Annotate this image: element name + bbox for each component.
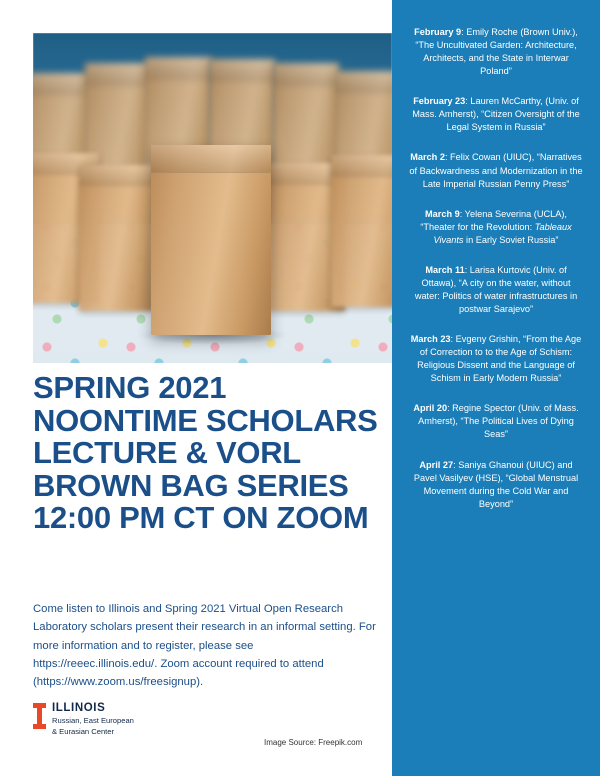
headline-line-4: BROWN BAG SERIES: [33, 467, 349, 503]
schedule-item-details: : Larisa Kurtovic (Univ. of Ottawa), “A city on the water, without water: Politics of water infrastructures in postwar Sarajevo”: [414, 264, 578, 314]
schedule-item-date: March 23: [410, 334, 451, 345]
paper-bag-foreground: [151, 145, 271, 335]
description-text: Come listen to Illinois and Spring 2021 Virtual Open Research Laboratory scholars present their research in an informal setting. For more information and to register, please see https://reeec.illinois.edu/. Zoom account required to attend (https://www.zoom.us/freesignup).: [33, 603, 376, 689]
schedule-item-title-italic: Tableaux Vivants: [433, 221, 572, 245]
schedule-item-date: March 9: [425, 208, 460, 219]
headline-line-5: 12:00 PM CT ON ZOOM: [33, 500, 369, 536]
schedule-item: [404, 208, 588, 247]
headline-line-1: SPRING 2021: [33, 370, 227, 405]
unit-name-line-2: & Eurasian Center: [52, 726, 115, 736]
headline-line-3: LECTURE & VORL: [33, 435, 301, 471]
illinois-block-i-icon: [33, 703, 46, 729]
schedule-item-date: February 9: [414, 27, 462, 37]
schedule-item-date: February 23: [413, 96, 466, 107]
schedule-item: [404, 402, 588, 441]
schedule-item-details: : Lauren McCarthy, (Univ. of Mass. Amherst), “Citizen Oversight of the Legal System in Russia”: [412, 96, 580, 133]
image-credit: Image Source: Freepik.com: [264, 738, 363, 747]
schedule-item: [404, 264, 588, 316]
schedule-item: [404, 333, 588, 385]
schedule-item: [404, 95, 588, 134]
schedule-item-details: : Saniya Ghanoui (UIUC) and Pavel Vasilyev (HSE), “Global Menstrual Movement during the Cold War and Beyond”: [413, 459, 579, 509]
schedule-item-details: : Felix Cowan (UIUC), “Narratives of Backwardness and Modernization in the Late Imperial Russian Penny Press”: [409, 152, 583, 189]
schedule-item-details: : Regine Spector (Univ. of Mass. Amherst), “The Political Lives of Dying Seas”: [418, 403, 579, 440]
schedule-column: [392, 0, 600, 776]
schedule-item: [404, 459, 588, 511]
schedule-item: [404, 151, 588, 190]
schedule-item-date: April 27: [419, 459, 454, 470]
schedule-item: [404, 26, 588, 78]
footer-logo: [33, 702, 283, 737]
headline-line-2: NOONTIME SCHOLARS: [33, 402, 378, 438]
schedule-item-date: April 20: [413, 403, 448, 414]
schedule-item-date: March 2: [410, 152, 445, 163]
schedule-item-details: : Evgeny Grishin, “From the Age of Correction to to the Age of Schism: Religious Dissent and the Language of Schism in Early Modern Russia”: [417, 334, 582, 384]
paper-bag: [79, 165, 153, 311]
brown-bag-photo: [33, 33, 392, 363]
schedule-item-details: : Emily Roche (Brown Univ.), “The Uncultivated Garden: Architecture, Architects, and the State in Interwar Poland”: [415, 27, 578, 77]
schedule-item-details-end: in Early Soviet Russia”: [463, 234, 559, 245]
page-title: [33, 372, 385, 535]
schedule-item-details: : Yelena Severina (UCLA), “Theater for the Revolution:: [420, 208, 567, 232]
illinois-wordmark: ILLINOIS: [52, 702, 106, 714]
unit-name-line-1: Russian, East European: [52, 716, 134, 726]
schedule-item-date: March 11: [425, 264, 465, 275]
paper-bag: [331, 155, 392, 307]
